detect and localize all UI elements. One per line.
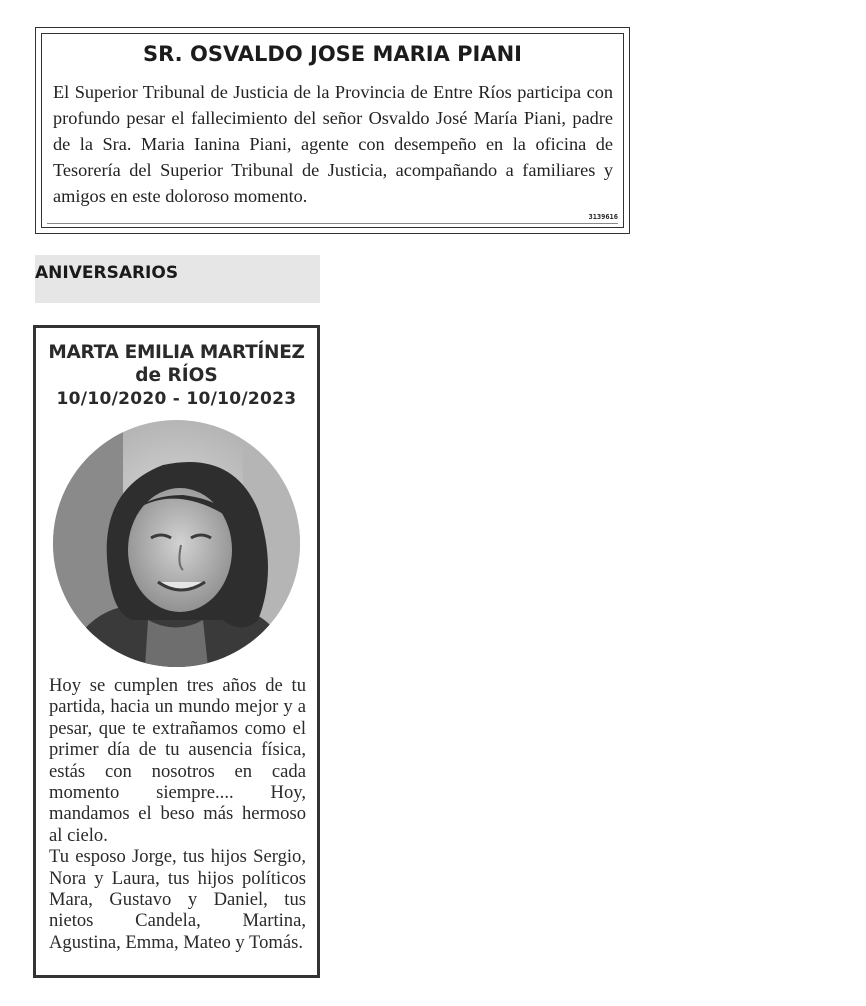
card-name-line2: de RÍOS bbox=[135, 365, 218, 386]
notice-inner-frame bbox=[41, 33, 624, 228]
card-message bbox=[49, 675, 306, 953]
anniversary-card bbox=[33, 325, 320, 978]
notice-divider bbox=[47, 223, 618, 224]
card-message-paragraph2: Tu esposo Jorge, tus hijos Sergio, Nora y Laura, tus hijos políticos Mara, Gustavo y Daniel, tus nietos Candela, Martina, Agustina, Emma, Mateo y Tomás. bbox=[49, 846, 306, 953]
portrait-photo bbox=[53, 420, 300, 667]
card-name-line1: MARTA EMILIA MARTÍNEZ bbox=[48, 342, 305, 363]
section-header-label: ANIVERSARIOS bbox=[35, 263, 179, 283]
notice-body: El Superior Tribunal de Justicia de la Provincia de Entre Ríos participa con profundo pesar el fallecimiento del señor Osvaldo José María Piani, padre de la Sra. Maria Ianina Piani, agente con desempeño en la oficina de Tesorería del Superior Tribunal de Justicia, acompañando a familiares y amigos en este doloroso momento. bbox=[53, 82, 613, 206]
card-message-paragraph1: Hoy se cumplen tres años de tu partida, hacia un mundo mejor y a pesar, que te extrañamos como el primer día de tu ausencia física, estás con nosotros en cada momento siempre.... Hoy, mandamos el beso más hermoso al cielo. bbox=[49, 675, 306, 846]
notice-code: 3139616 bbox=[588, 213, 618, 221]
notice-title: SR. OSVALDO JOSE MARIA PIANI bbox=[143, 42, 522, 66]
obituary-notice bbox=[35, 27, 630, 234]
card-dates: 10/10/2020 - 10/10/2023 bbox=[56, 389, 297, 409]
section-header bbox=[35, 255, 320, 303]
